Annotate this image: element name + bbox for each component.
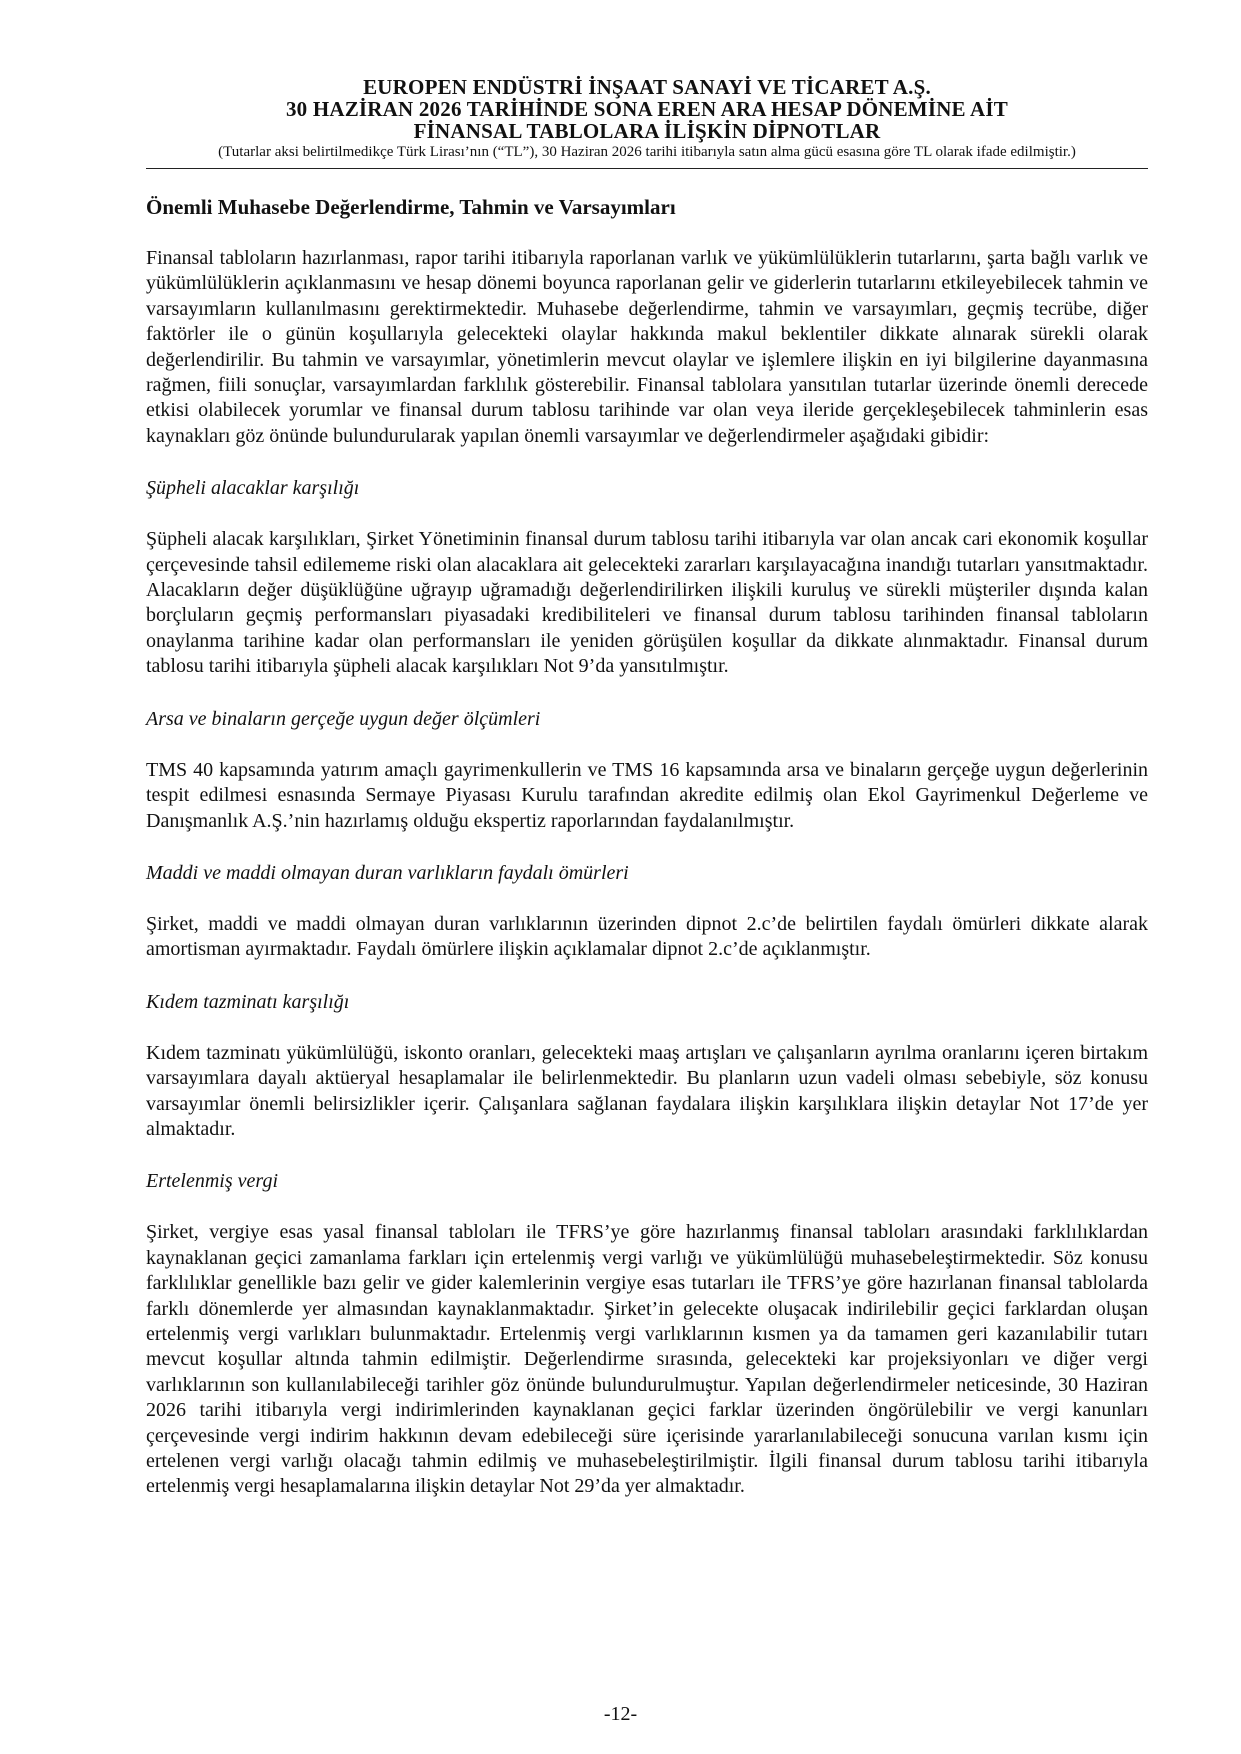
subsection-text-useful-lives: Şirket, maddi ve maddi olmayan duran varlıklarının üzerinden dipnot 2.c’de belirtilen faydalı ömürleri dikkate alarak amortisman ayırmaktadır. Faydalı ömürlere ilişkin açıklamalar dipnot 2.c’de açıklanmıştır.	[146, 912, 1148, 961]
page-number: -12-	[603, 1703, 638, 1725]
header-divider	[146, 168, 1148, 169]
company-name: EUROPEN ENDÜSTRİ İNŞAAT SANAYİ VE TİCARET A.Ş.	[363, 75, 931, 99]
document-body	[146, 194, 1148, 1500]
document-subject: FİNANSAL TABLOLARA İLİŞKİN DİPNOTLAR	[413, 119, 881, 143]
subsection-heading-severance: Kıdem tazminatı karşılığı	[146, 990, 350, 1013]
section-title: Önemli Muhasebe Değerlendirme, Tahmin ve Varsayımları	[146, 195, 676, 219]
subsection-text-fair-value: TMS 40 kapsamında yatırım amaçlı gayrimenkullerin ve TMS 16 kapsamında arsa ve binaların gerçeğe uygun değerlerinin tespit edilmesi esnasında Sermaye Piyasası Kurulu tarafından akredite edilmiş olan Ekol Gayrimenkul Değerleme ve Danışmanlık A.Ş.’nin hazırlamış olduğu ekspertiz raporlarından faydalanılmıştır.	[146, 758, 1148, 832]
page-header	[146, 76, 1148, 161]
currency-note: (Tutarlar aksi belirtilmedikçe Türk Lirası’nın (“TL”), 30 Haziran 2026 tarihi itibarıyla satın alma gücü esasına göre TL olarak ifade edilmiştir.)	[218, 144, 1076, 160]
subsection-text-doubtful-receivables: Şüpheli alacak karşılıkları, Şirket Yönetiminin finansal durum tablosu tarihi itibarıyla var olan ancak cari ekonomik koşullar çerçevesinde tahsil edilememe riski olan alacaklara ait gelecekteki zararları karşılayacağına inandığı tutarları yansıtmaktadır. Alacakların değer düşüklüğüne uğrayıp uğramadığı değerlendirilirken ilişkili kuruluş ve sürekli müşteriler dışında kalan borçluların geçmiş performansları piyasadaki kredibiliteleri ve finansal durum tablosu tarihinden finansal tabloların onaylanma tarihine kadar olan performansları ile yeniden görüşülen koşullar da dikkate alınmaktadır. Finansal durum tablosu tarihi itibarıyla şüpheli alacak karşılıkları Not 9’da yansıtılmıştır.	[146, 528, 1148, 678]
subsection-heading-doubtful-receivables: Şüpheli alacaklar karşılığı	[146, 477, 360, 500]
intro-paragraph: Finansal tabloların hazırlanması, rapor tarihi itibarıyla raporlanan varlık ve yükümlülüklerin tutarlarını, şarta bağlı varlık ve yükümlülüklerin açıklanmasını ve hesap dönemi boyunca raporlanan gelir ve giderlerin tutarlarını etkileyebilecek tahmin ve varsayımların kullanılmasını gerektirmektedir. Muhasebe değerlendirme, tahmin ve varsayımları, geçmiş tecrübe, diğer faktörler ile o günün koşullarıyla gelecekteki olaylar hakkında makul beklentiler dikkate alınarak sürekli olarak değerlendirilir. Bu tahmin ve varsayımlar, yönetimlerin mevcut olaylar ve işlemlere ilişkin en iyi bilgilerine dayanmasına rağmen, fiili sonuçlar, varsayımlardan farklılık gösterebilir. Finansal tablolara yansıtılan tutarlar üzerinde önemli derecede etkisi olabilecek yorumlar ve finansal durum tablosu tarihinde var olan veya ileride gerçekleşebilecek tahminlerin esas kaynakları göz önünde bulundurularak yapılan önemli varsayımlar ve değerlendirmeler aşağıdaki gibidir:	[146, 247, 1148, 447]
subsection-text-severance: Kıdem tazminatı yükümlülüğü, iskonto oranları, gelecekteki maaş artışları ve çalışanların ayrılma oranlarını içeren birtakım varsayımlara dayalı aktüeryal hesaplamalar ile belirlenmektedir. Bu planların uzun vadeli olması sebebiyle, söz konusu varsayımlar önemli belirsizlikler içerir. Çalışanlara sağlanan faydalara ilişkin karşılıklara ilişkin detaylar Not 17’de yer almaktadır.	[146, 1041, 1148, 1140]
subsection-heading-deferred-tax: Ertelenmiş vergi	[146, 1170, 279, 1193]
subsection-text-deferred-tax: Şirket, vergiye esas yasal finansal tabloları ile TFRS’ye göre hazırlanmış finansal tabloları arasındaki farklılıklardan kaynaklanan geçici zamanlama farkları için ertelenmiş vergi varlığı ve yükümlülüğü muhasebeleştirmektedir. Söz konusu farklılıklar genellikle bazı gelir ve gider kalemlerinin vergiye esas tutarları ile TFRS’ye göre hazırlanan finansal tablolarda farklı dönemlerde yer almasından kaynaklanmaktadır. Şirket’in gelecekte oluşacak indirilebilir geçici farklardan oluşan ertelenmiş vergi varlıkları bulunmaktadır. Ertelenmiş vergi varlıklarının kısmen ya da tamamen geri kazanılabilir tutarı mevcut koşullar altında tahmin edilmiştir. Değerlendirme sırasında, gelecekteki kar projeksiyonları ve diğer vergi varlıklarının son kullanılabileceği tarihler göz önünde bulundurulmuştur. Yapılan değerlendirmeler neticesinde, 30 Haziran 2026 tarihi itibarıyla vergi indirimlerinden kaynaklanan geçici farklar üzerinden öngörülebilir ve vergi kanunları çerçevesinde vergi indirim hakkının devam edebileceği süre içerisinde yararlanılabileceği sonucuna varılan kısmı için ertelenen vergi varlığı olacağı tahmin edilmiş ve muhasebeleştirilmiştir. İlgili finansal durum tablosu tarihi itibarıyla ertelenmiş vergi hesaplamalarına ilişkin detaylar Not 29’da yer almaktadır.	[146, 1221, 1148, 1498]
subsection-heading-useful-lives: Maddi ve maddi olmayan duran varlıkların faydalı ömürleri	[146, 861, 629, 884]
period-title: 30 HAZİRAN 2026 TARİHİNDE SONA EREN ARA HESAP DÖNEMİNE AİT	[285, 97, 1009, 121]
subsection-heading-fair-value: Arsa ve binaların gerçeğe uygun değer ölçümleri	[146, 707, 541, 730]
